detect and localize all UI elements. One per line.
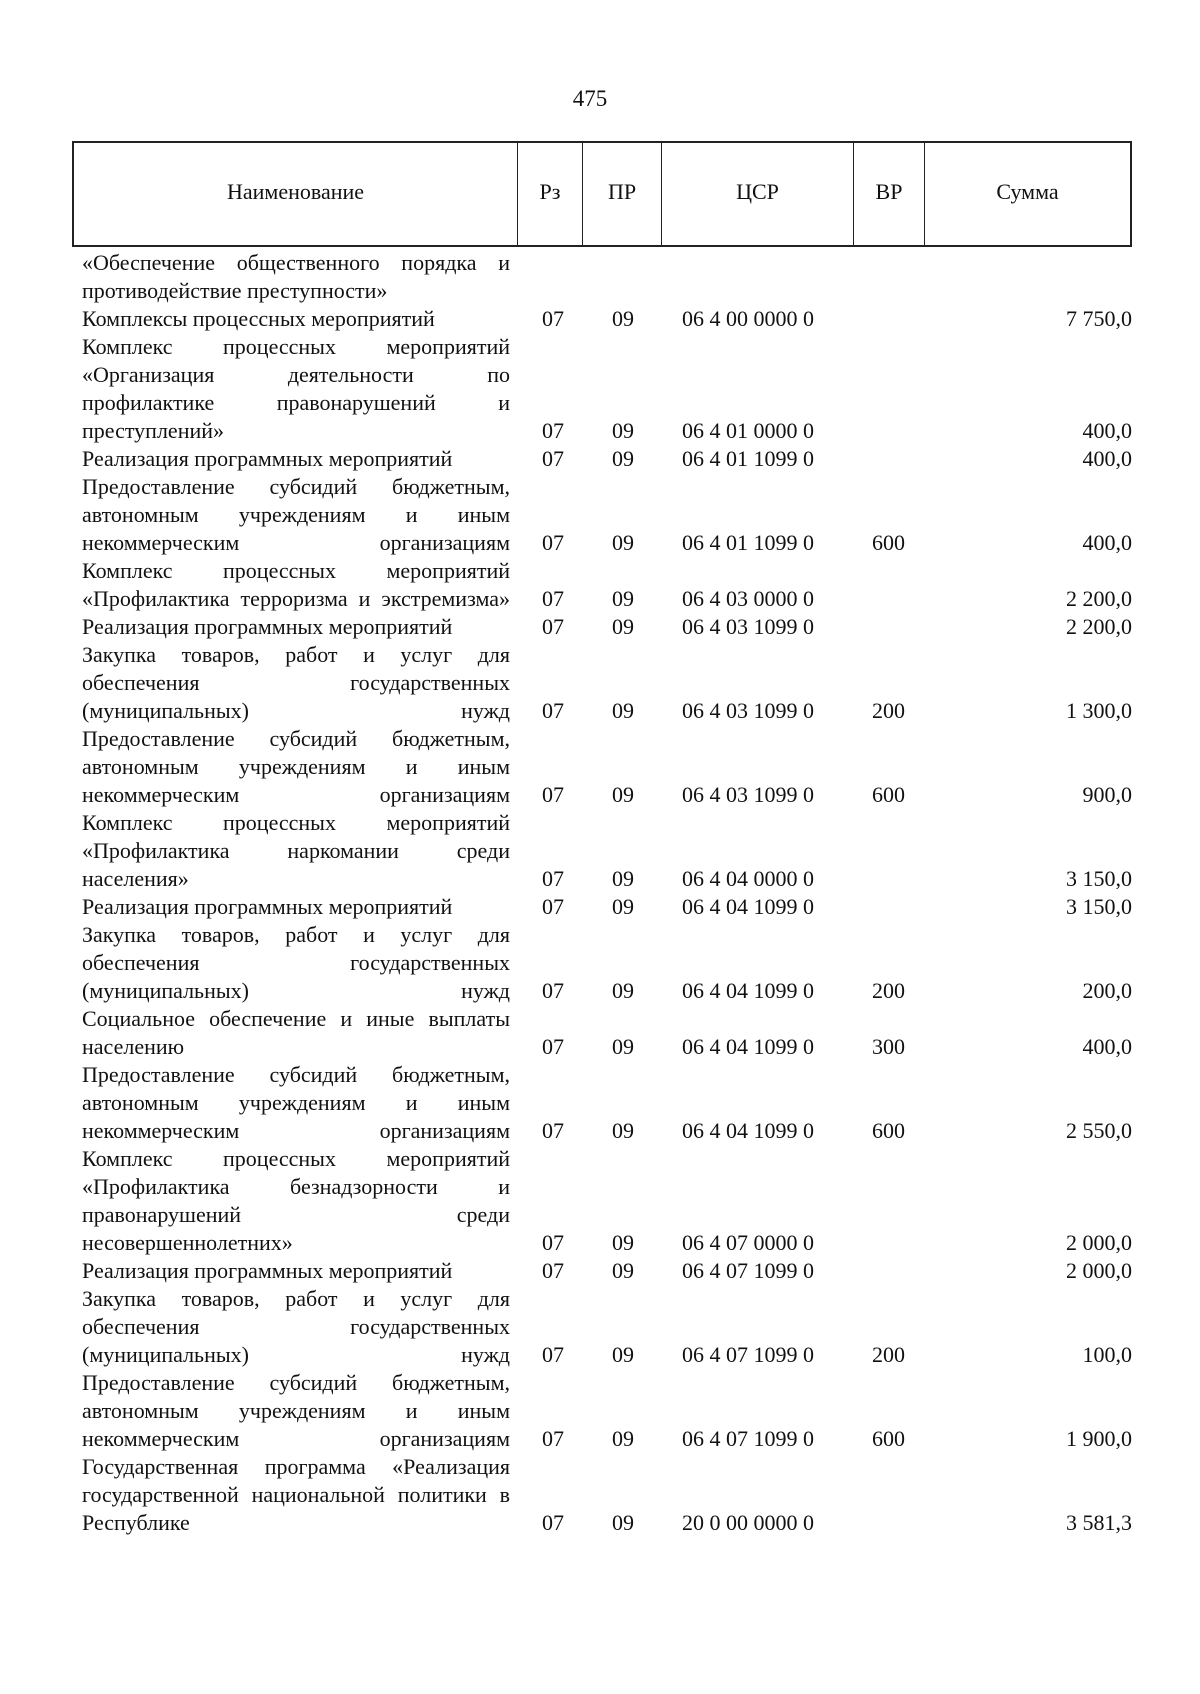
- row-rz: 07: [542, 446, 564, 471]
- table-row: [82, 333, 1132, 445]
- table-row: [82, 1369, 1132, 1453]
- row-pr: 09: [612, 978, 634, 1003]
- table-row: [82, 473, 1132, 557]
- header-rz: Рз: [518, 143, 583, 245]
- row-sum: 100,0: [1082, 1342, 1132, 1367]
- row-pr: 09: [612, 1510, 634, 1535]
- row-rz: 07: [542, 1118, 564, 1143]
- row-name: Закупка товаров, работ и услуг для обеспечения государственных (муниципальных) нужд: [82, 922, 510, 1003]
- row-name: Комплекс процессных мероприятий «Профилактика наркомании среди населения»: [82, 810, 510, 891]
- table-row: [82, 1285, 1132, 1369]
- row-pr: 09: [612, 894, 634, 919]
- row-csr: 06 4 03 0000 0: [682, 586, 814, 611]
- row-pr: 09: [612, 418, 634, 443]
- table-row: [82, 725, 1132, 809]
- row-sum: 400,0: [1082, 446, 1132, 471]
- table-row: [82, 1145, 1132, 1257]
- row-pr: 09: [612, 866, 634, 891]
- row-sum: 2 000,0: [1066, 1230, 1132, 1255]
- table-row: [82, 613, 1132, 641]
- row-csr: 06 4 01 1099 0: [682, 530, 814, 555]
- table-row: [82, 557, 1132, 613]
- header-sum: Сумма: [996, 179, 1059, 204]
- row-vr: 200: [872, 978, 905, 1003]
- row-sum: 2 000,0: [1066, 1258, 1132, 1283]
- row-rz: 07: [542, 894, 564, 919]
- row-name: Комплекс процессных мероприятий «Организация деятельности по профилактике правонарушений и преступлений»: [82, 334, 510, 443]
- table-row: [82, 305, 1132, 333]
- row-sum: 3 581,3: [1066, 1510, 1132, 1535]
- row-csr: 06 4 07 1099 0: [682, 1342, 814, 1367]
- row-csr: 06 4 07 0000 0: [682, 1230, 814, 1255]
- row-pr: 09: [612, 1342, 634, 1367]
- header-csr: ЦСР: [662, 143, 854, 245]
- row-rz: 07: [542, 1342, 564, 1367]
- row-sum: 2 550,0: [1066, 1118, 1132, 1143]
- row-name: Реализация программных мероприятий: [82, 446, 453, 471]
- header-vr: ВР: [854, 143, 925, 245]
- row-name: Социальное обеспечение и иные выплаты населению: [82, 1006, 510, 1059]
- row-vr: 200: [872, 698, 905, 723]
- row-pr: 09: [612, 782, 634, 807]
- row-rz: 07: [542, 530, 564, 555]
- row-sum: 400,0: [1082, 1034, 1132, 1059]
- row-rz: 07: [542, 1258, 564, 1283]
- row-vr: 600: [872, 530, 905, 555]
- table-row: [82, 641, 1132, 725]
- row-csr: 06 4 01 1099 0: [682, 446, 814, 471]
- row-name: Комплекс процессных мероприятий «Профилактика безнадзорности и правонарушений среди несовершеннолетних»: [82, 1146, 510, 1255]
- row-name: Комплекс процессных мероприятий «Профилактика терроризма и экстремизма»: [82, 558, 510, 611]
- row-csr: 06 4 04 1099 0: [682, 1034, 814, 1059]
- row-csr: 06 4 03 1099 0: [682, 782, 814, 807]
- row-pr: 09: [612, 1426, 634, 1451]
- row-name: Предоставление субсидий бюджетным, автономным учреждениям и иным некоммерческим организациям: [82, 1062, 510, 1143]
- row-rz: 07: [542, 418, 564, 443]
- row-name: Комплексы процессных мероприятий: [82, 306, 435, 331]
- row-sum: 200,0: [1082, 978, 1132, 1003]
- table-row: [82, 1061, 1132, 1145]
- row-rz: 07: [542, 1230, 564, 1255]
- row-rz: 07: [542, 866, 564, 891]
- row-pr: 09: [612, 306, 634, 331]
- row-name: Закупка товаров, работ и услуг для обеспечения государственных (муниципальных) нужд: [82, 1286, 510, 1367]
- row-pr: 09: [612, 698, 634, 723]
- row-vr: 300: [872, 1034, 905, 1059]
- row-csr: 20 0 00 0000 0: [682, 1510, 814, 1535]
- row-sum: 2 200,0: [1066, 614, 1132, 639]
- table-row: [82, 1005, 1132, 1061]
- row-sum: 2 200,0: [1066, 586, 1132, 611]
- row-rz: 07: [542, 1510, 564, 1535]
- table-row: [82, 893, 1132, 921]
- row-name: Предоставление субсидий бюджетным, автономным учреждениям и иным некоммерческим организациям: [82, 726, 510, 807]
- row-csr: 06 4 03 1099 0: [682, 698, 814, 723]
- row-sum: 1 300,0: [1066, 698, 1132, 723]
- row-csr: 06 4 04 1099 0: [682, 978, 814, 1003]
- table-row: [82, 921, 1132, 1005]
- row-rz: 07: [542, 1034, 564, 1059]
- row-rz: 07: [542, 586, 564, 611]
- row-rz: 07: [542, 1426, 564, 1451]
- page-number: 475: [572, 86, 608, 111]
- row-vr: 200: [872, 1342, 905, 1367]
- row-pr: 09: [612, 614, 634, 639]
- row-sum: 1 900,0: [1066, 1426, 1132, 1451]
- table-body: [82, 249, 1132, 1537]
- row-sum: 7 750,0: [1066, 306, 1132, 331]
- row-name: Государственная программа «Реализация государственной национальной политики в Республике: [82, 1454, 510, 1535]
- row-name: Реализация программных мероприятий: [82, 894, 453, 919]
- row-csr: 06 4 07 1099 0: [682, 1426, 814, 1451]
- table-row: [82, 1257, 1132, 1285]
- row-sum: 400,0: [1082, 530, 1132, 555]
- row-sum: 3 150,0: [1066, 894, 1132, 919]
- row-pr: 09: [612, 1230, 634, 1255]
- row-rz: 07: [542, 698, 564, 723]
- row-csr: 06 4 07 1099 0: [682, 1258, 814, 1283]
- header-pr: ПР: [583, 143, 662, 245]
- table-row: [82, 809, 1132, 893]
- row-csr: 06 4 01 0000 0: [682, 418, 814, 443]
- row-vr: 600: [872, 1426, 905, 1451]
- row-csr: 06 4 00 0000 0: [682, 306, 814, 331]
- row-name: Реализация программных мероприятий: [82, 614, 453, 639]
- table-header: [72, 141, 1132, 247]
- row-csr: 06 4 04 1099 0: [682, 1118, 814, 1143]
- row-vr: 600: [872, 1118, 905, 1143]
- row-pr: 09: [612, 1034, 634, 1059]
- row-name: Предоставление субсидий бюджетным, автономным учреждениям и иным некоммерческим организациям: [82, 474, 510, 555]
- row-pr: 09: [612, 1118, 634, 1143]
- row-vr: 600: [872, 782, 905, 807]
- row-sum: 400,0: [1082, 418, 1132, 443]
- table-row: [82, 249, 1132, 305]
- row-pr: 09: [612, 446, 634, 471]
- row-csr: 06 4 03 1099 0: [682, 614, 814, 639]
- row-sum: 3 150,0: [1066, 866, 1132, 891]
- row-rz: 07: [542, 782, 564, 807]
- row-csr: 06 4 04 1099 0: [682, 894, 814, 919]
- row-pr: 09: [612, 1258, 634, 1283]
- row-name: Предоставление субсидий бюджетным, автономным учреждениям и иным некоммерческим организациям: [82, 1370, 510, 1451]
- header-name: Наименование: [74, 143, 518, 245]
- row-rz: 07: [542, 978, 564, 1003]
- row-sum: 900,0: [1082, 782, 1132, 807]
- row-csr: 06 4 04 0000 0: [682, 866, 814, 891]
- row-rz: 07: [542, 614, 564, 639]
- row-name: Закупка товаров, работ и услуг для обеспечения государственных (муниципальных) нужд: [82, 642, 510, 723]
- row-pr: 09: [612, 586, 634, 611]
- table-row: [82, 1453, 1132, 1537]
- row-name: Реализация программных мероприятий: [82, 1258, 453, 1283]
- table-row: [82, 445, 1132, 473]
- row-rz: 07: [542, 306, 564, 331]
- row-name: «Обеспечение общественного порядка и противодействие преступности»: [82, 250, 510, 303]
- row-pr: 09: [612, 530, 634, 555]
